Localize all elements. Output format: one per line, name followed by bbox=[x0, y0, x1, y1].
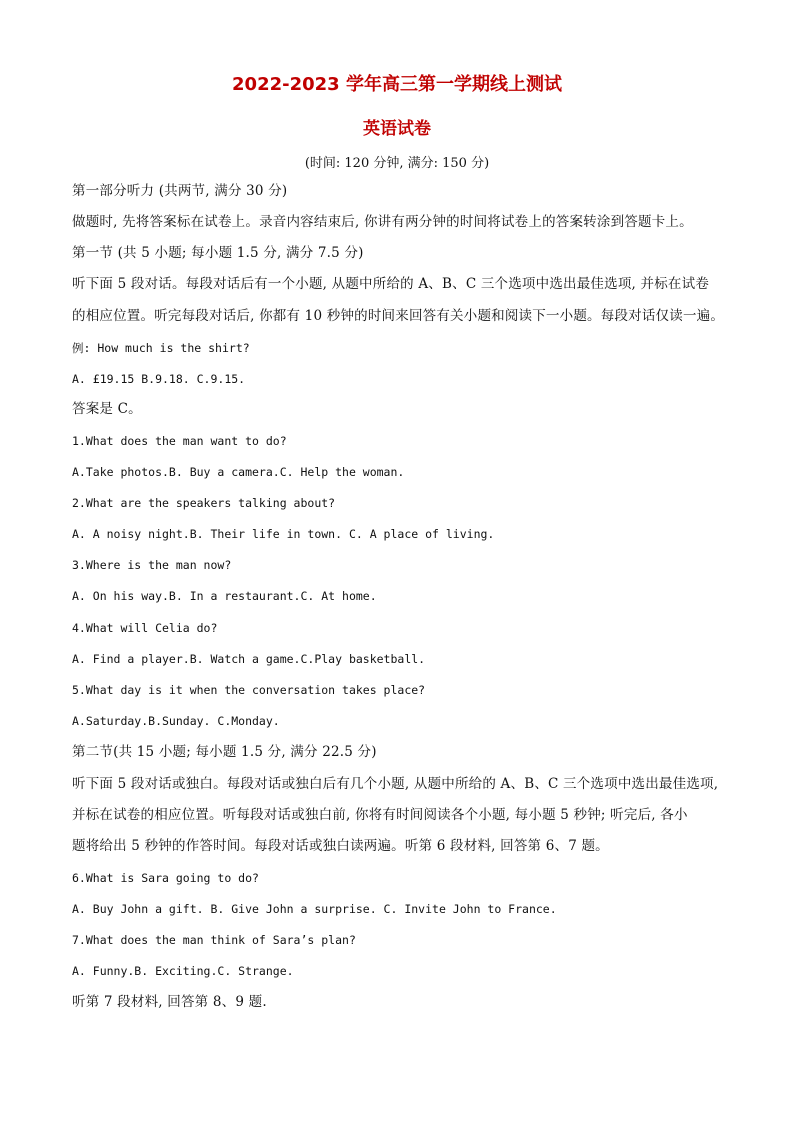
section2-heading: 第二节(共 15 小题; 每小题 1.5 分, 满分 22.5 分) bbox=[72, 744, 377, 760]
next-material-note: 听第 7 段材料, 回答第 8、9 题. bbox=[72, 994, 267, 1010]
section2-instruction-line: 并标在试卷的相应位置。听每段对话或独白前, 你将有时间阅读各个小题, 每小题 5 秒钟; 听完后, 各小 bbox=[72, 807, 688, 823]
exam-time-score: (时间: 120 分钟, 满分: 150 分) bbox=[304, 156, 490, 171]
question-6-options: A. Buy John a gift. B. Give John a surprise. C. Invite John to France. bbox=[72, 902, 557, 916]
exam-subtitle: 英语试卷 bbox=[363, 119, 431, 139]
example-question: 例: How much is the shirt? bbox=[72, 341, 250, 355]
exam-title: 2022-2023 学年高三第一学期线上测试 bbox=[232, 74, 562, 95]
example-answer: 答案是 C。 bbox=[72, 401, 142, 417]
part1-heading: 第一部分听力 (共两节, 满分 30 分) bbox=[72, 183, 288, 199]
section1-instruction-line: 的相应位置。听完每段对话后, 你都有 10 秒钟的时间来回答有关小题和阅读下一小题。每段对话仅读一遍。 bbox=[72, 308, 725, 324]
question-2-options: A. A noisy night.B. Their life in town. C. A place of living. bbox=[72, 527, 495, 541]
question-7: 7.What does the man think of Sara’s plan? bbox=[72, 933, 356, 947]
question-3: 3.Where is the man now? bbox=[72, 558, 232, 572]
question-2: 2.What are the speakers talking about? bbox=[72, 496, 336, 510]
section2-instruction-line: 题将给出 5 秒钟的作答时间。每段对话或独白读两遍。听第 6 段材料, 回答第 6、7 题。 bbox=[72, 838, 609, 854]
question-5: 5.What day is it when the conversation takes place? bbox=[72, 683, 426, 697]
part1-instruction: 做题时, 先将答案标在试卷上。录音内容结束后, 你讲有两分钟的时间将试卷上的答案转涂到答题卡上。 bbox=[72, 214, 693, 230]
section1-heading: 第一节 (共 5 小题; 每小题 1.5 分, 满分 7.5 分) bbox=[72, 245, 364, 261]
question-6: 6.What is Sara going to do? bbox=[72, 871, 259, 885]
question-1-options: A.Take photos.B. Buy a camera.C. Help the woman. bbox=[72, 465, 405, 479]
question-4: 4.What will Celia do? bbox=[72, 621, 218, 635]
section1-instruction-line: 听下面 5 段对话。每段对话后有一个小题, 从题中所给的 A、B、C 三个选项中选出最佳选项, 并标在试卷 bbox=[72, 276, 710, 292]
section2-instruction-line: 听下面 5 段对话或独白。每段对话或独白后有几个小题, 从题中所给的 A、B、C 三个选项中选出最佳选项, bbox=[72, 776, 719, 792]
question-3-options: A. On his way.B. In a restaurant.C. At home. bbox=[72, 589, 377, 603]
question-4-options: A. Find a player.B. Watch a game.C.Play basketball. bbox=[72, 652, 426, 666]
question-7-options: A. Funny.B. Exciting.C. Strange. bbox=[72, 964, 294, 978]
question-1: 1.What does the man want to do? bbox=[72, 434, 287, 448]
example-options: A. £19.15 B.9.18. C.9.15. bbox=[72, 372, 246, 386]
question-5-options: A.Saturday.B.Sunday. C.Monday. bbox=[72, 714, 280, 728]
